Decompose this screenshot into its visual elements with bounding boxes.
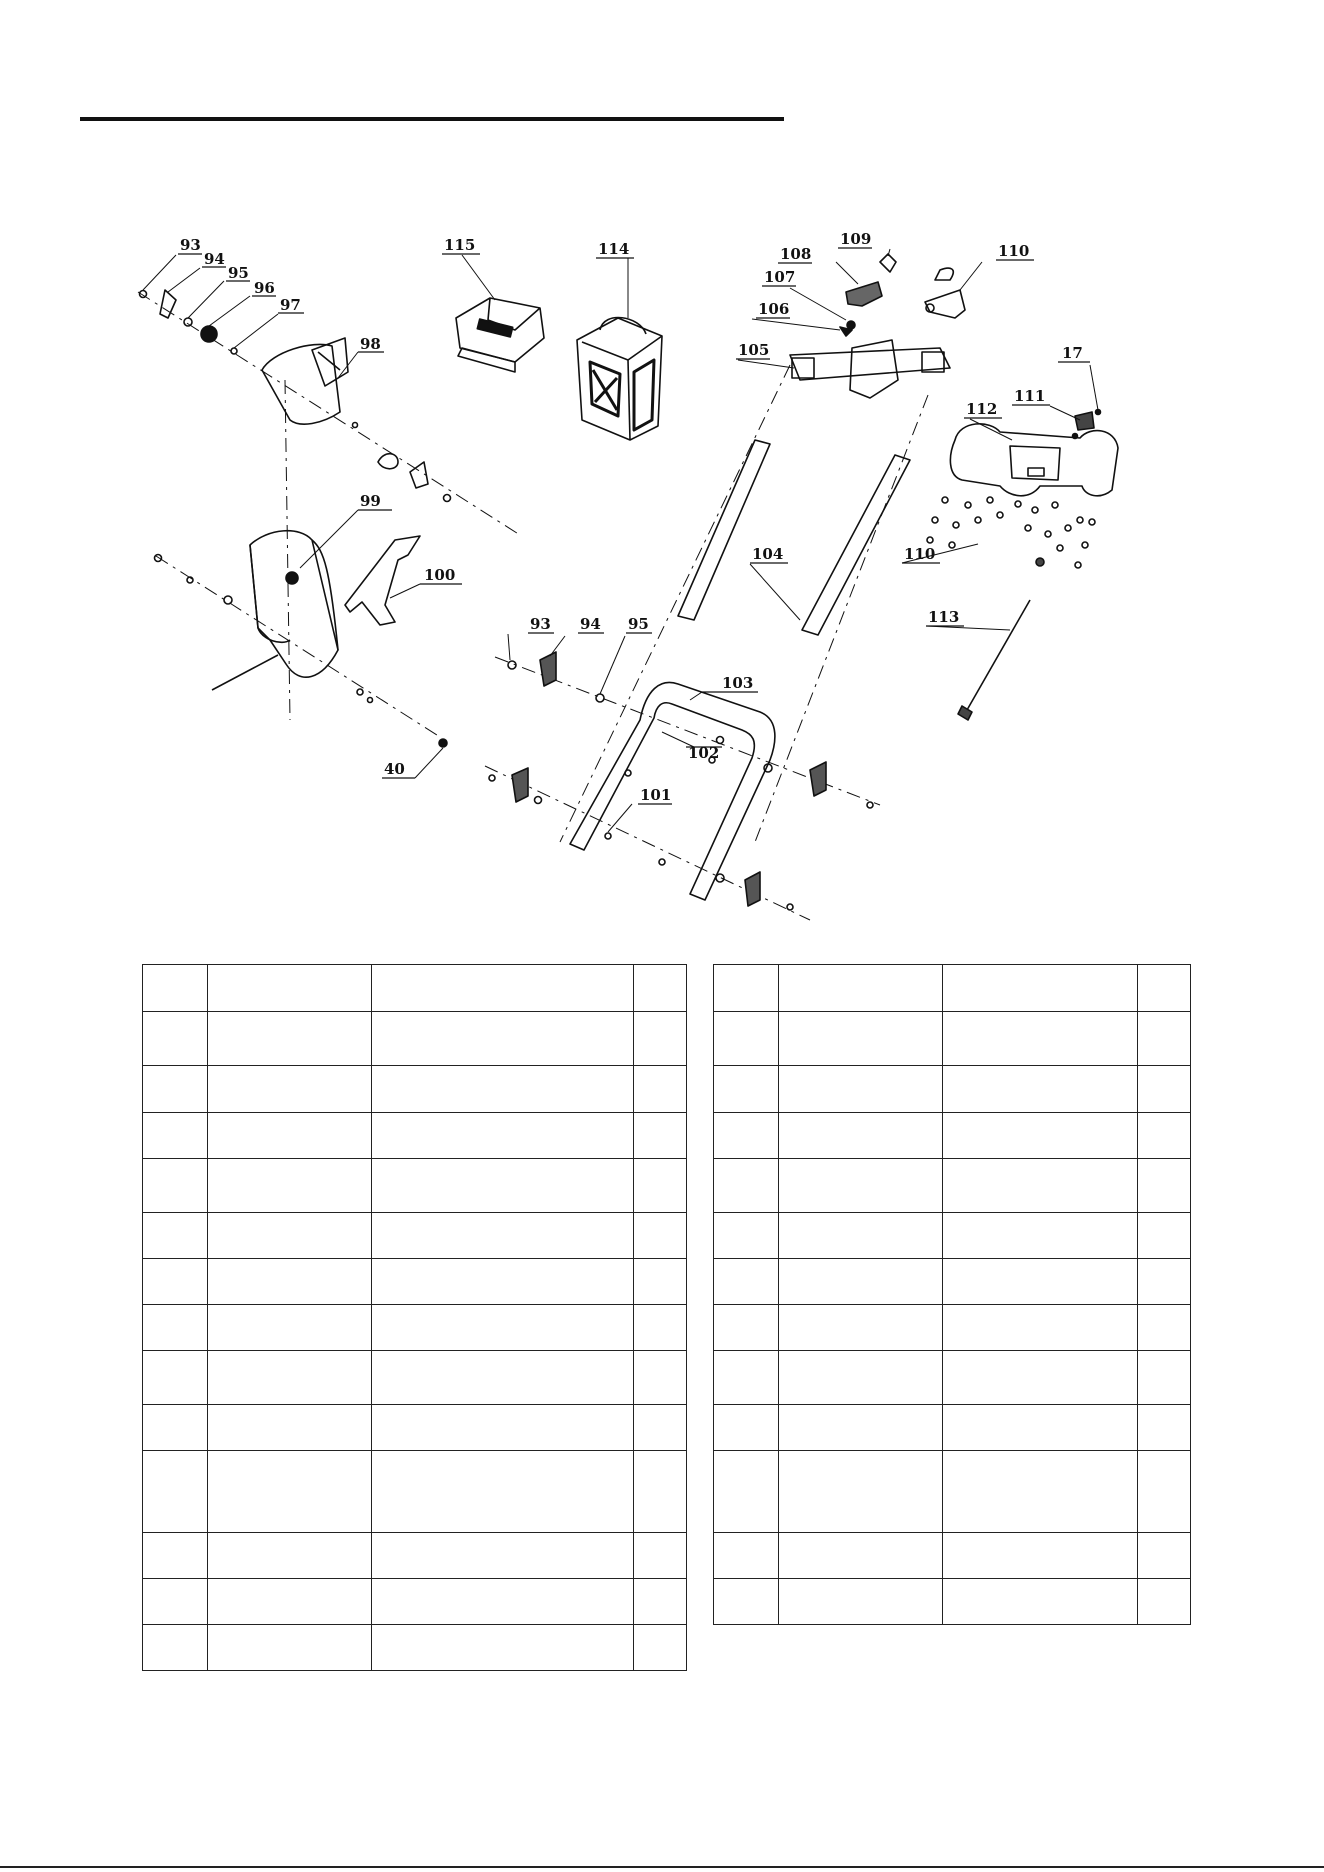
- part-code-cell: [208, 1533, 372, 1579]
- callout-17: 17: [1062, 344, 1083, 362]
- part-desc-cell: [943, 1405, 1138, 1451]
- part-no-cell: [143, 1405, 208, 1451]
- part-code-cell: [208, 1066, 372, 1113]
- part-no-cell: [143, 1213, 208, 1259]
- chute-deflector: [140, 290, 451, 502]
- part-code-cell: [208, 1159, 372, 1213]
- parts-row-left: [143, 1066, 687, 1113]
- part-no-cell: [143, 1533, 208, 1579]
- power-cable: [958, 600, 1030, 720]
- callout-96: 96: [254, 279, 275, 297]
- part-qty-cell: [1138, 1405, 1191, 1451]
- washer-97: [231, 348, 237, 354]
- parts-row-left: [143, 1259, 687, 1305]
- parts-row-left: [143, 1351, 687, 1405]
- axle-line-upper-left: [138, 292, 520, 535]
- part-desc-cell: [943, 1351, 1138, 1405]
- callout-98: 98: [360, 335, 381, 353]
- part-no-cell: [714, 1113, 779, 1159]
- part-no-cell: [714, 1451, 779, 1533]
- bracket-100: [345, 536, 420, 625]
- part-no-cell: [714, 1159, 779, 1213]
- part-code-cell: [779, 1113, 943, 1159]
- part-code-cell: [779, 1259, 943, 1305]
- leader-lines: [143, 249, 1098, 832]
- callout-113: 113: [928, 608, 960, 626]
- handle-top-assembly: [790, 254, 965, 398]
- part-qty-cell: [1138, 1012, 1191, 1066]
- callout-111: 111: [1014, 387, 1046, 405]
- part-qty-cell: [634, 965, 687, 1012]
- nut-40: [439, 739, 447, 747]
- part-qty-cell: [634, 1579, 687, 1625]
- callout-106: 106: [758, 300, 790, 318]
- callout-115: 115: [444, 236, 476, 254]
- part-no-cell: [143, 1066, 208, 1113]
- part-no-cell: [143, 1451, 208, 1533]
- part-no-cell: [714, 1213, 779, 1259]
- part-desc-cell: [372, 1259, 634, 1305]
- part-desc-cell: [372, 965, 634, 1012]
- part-desc-cell: [943, 1579, 1138, 1625]
- parts-row-left: [143, 1113, 687, 1159]
- part-qty-cell: [634, 1451, 687, 1533]
- part-qty-cell: [1138, 1533, 1191, 1579]
- callout-105: 105: [738, 341, 770, 359]
- part-desc-cell: [372, 1213, 634, 1259]
- parts-row-right: [714, 1259, 1191, 1305]
- callout-100: 100: [424, 566, 456, 584]
- part-code-cell: [208, 1451, 372, 1533]
- part-no-cell: [143, 1625, 208, 1671]
- part-code-cell: [208, 1579, 372, 1625]
- part-code-cell: [208, 1351, 372, 1405]
- part-code-cell: [779, 1012, 943, 1066]
- axle-line-lower-left: [156, 556, 440, 737]
- lower-handle: [570, 683, 775, 901]
- battery-charger: [456, 298, 544, 372]
- parts-row-left: [143, 1159, 687, 1213]
- callout-93: 93: [180, 236, 201, 254]
- part-desc-cell: [372, 1012, 634, 1066]
- part-qty-cell: [1138, 1159, 1191, 1213]
- part-desc-cell: [943, 965, 1138, 1012]
- parts-row-left: [143, 1405, 687, 1451]
- part-code-cell: [779, 1351, 943, 1405]
- callout-108: 108: [780, 245, 812, 263]
- callout-40: 40: [384, 760, 405, 778]
- part-no-cell: [143, 1259, 208, 1305]
- part-code-cell: [779, 1405, 943, 1451]
- part-desc-cell: [372, 1533, 634, 1579]
- part-no-cell: [714, 1012, 779, 1066]
- part-desc-cell: [943, 1159, 1138, 1213]
- parts-row-right: [714, 1405, 1191, 1451]
- part-qty-cell: [634, 1625, 687, 1671]
- callout-97: 97: [280, 296, 301, 314]
- part-code-cell: [208, 965, 372, 1012]
- part-qty-cell: [1138, 1579, 1191, 1625]
- parts-row-left: [143, 1213, 687, 1259]
- part-code-cell: [779, 965, 943, 1012]
- parts-row-left: [143, 1533, 687, 1579]
- exploded-parts-diagram: [0, 0, 1324, 930]
- part-qty-cell: [634, 1259, 687, 1305]
- part-code-cell: [208, 1012, 372, 1066]
- part-desc-cell: [943, 1451, 1138, 1533]
- part-desc-cell: [372, 1159, 634, 1213]
- part-desc-cell: [372, 1305, 634, 1351]
- part-desc-cell: [372, 1625, 634, 1671]
- part-no-cell: [714, 1405, 779, 1451]
- part-code-cell: [779, 1579, 943, 1625]
- washer-95: [184, 318, 192, 326]
- part-qty-cell: [634, 1405, 687, 1451]
- part-no-cell: [143, 1012, 208, 1066]
- part-qty-cell: [634, 1066, 687, 1113]
- part-desc-cell: [372, 1113, 634, 1159]
- part-qty-cell: [1138, 1113, 1191, 1159]
- part-qty-cell: [1138, 1351, 1191, 1405]
- callout-103: 103: [722, 674, 754, 692]
- parts-row-right: [714, 1451, 1191, 1533]
- part-no-cell: [143, 1351, 208, 1405]
- part-code-cell: [208, 1305, 372, 1351]
- part-desc-cell: [943, 1213, 1138, 1259]
- part-qty-cell: [1138, 1213, 1191, 1259]
- callout-104: 104: [752, 545, 784, 563]
- part-no-cell: [714, 965, 779, 1012]
- callout-101: 101: [640, 786, 672, 804]
- part-code-cell: [208, 1625, 372, 1671]
- part-qty-cell: [1138, 1066, 1191, 1113]
- part-desc-cell: [943, 1533, 1138, 1579]
- part-desc-cell: [372, 1579, 634, 1625]
- part-qty-cell: [1138, 1259, 1191, 1305]
- handle-knobs: [489, 652, 873, 910]
- part-qty-cell: [634, 1012, 687, 1066]
- part-no-cell: [714, 1305, 779, 1351]
- callout-94-lower: 94: [580, 615, 601, 633]
- parts-row-right: [714, 1533, 1191, 1579]
- callout-94: 94: [204, 250, 225, 268]
- parts-row-right: [714, 1351, 1191, 1405]
- part-qty-cell: [634, 1113, 687, 1159]
- parts-row-left: [143, 965, 687, 1012]
- parts-row-right: [714, 1066, 1191, 1113]
- part-code-cell: [779, 1213, 943, 1259]
- part-qty-cell: [634, 1159, 687, 1213]
- part-qty-cell: [634, 1305, 687, 1351]
- part-no-cell: [714, 1351, 779, 1405]
- part-qty-cell: [1138, 1305, 1191, 1351]
- part-desc-cell: [372, 1066, 634, 1113]
- parts-row-right: [714, 1113, 1191, 1159]
- part-qty-cell: [1138, 1451, 1191, 1533]
- chute-99: [250, 531, 338, 677]
- callout-109: 109: [840, 230, 872, 248]
- parts-row-right: [714, 1159, 1191, 1213]
- part-desc-cell: [372, 1405, 634, 1451]
- part-code-cell: [779, 1305, 943, 1351]
- callout-107: 107: [764, 268, 796, 286]
- part-no-cell: [714, 1579, 779, 1625]
- part-code-cell: [779, 1066, 943, 1113]
- chute-body: [155, 531, 448, 747]
- part-qty-cell: [1138, 965, 1191, 1012]
- part-code-cell: [779, 1451, 943, 1533]
- part-no-cell: [143, 965, 208, 1012]
- part-code-cell: [208, 1405, 372, 1451]
- part-no-cell: [143, 1579, 208, 1625]
- battery-pack: [577, 318, 662, 440]
- callout-110-lower: 110: [904, 545, 936, 563]
- seal-96: [201, 326, 217, 342]
- control-panel-cover: [950, 410, 1118, 496]
- part-code-cell: [779, 1159, 943, 1213]
- part-no-cell: [143, 1159, 208, 1213]
- parts-row-right: [714, 1213, 1191, 1259]
- parts-row-right: [714, 1579, 1191, 1625]
- callout-95: 95: [228, 264, 249, 282]
- part-no-cell: [714, 1533, 779, 1579]
- part-desc-cell: [943, 1066, 1138, 1113]
- part-code-cell: [779, 1533, 943, 1579]
- parts-row-left: [143, 1012, 687, 1066]
- part-desc-cell: [372, 1451, 634, 1533]
- part-code-cell: [208, 1113, 372, 1159]
- part-desc-cell: [943, 1012, 1138, 1066]
- parts-row-right: [714, 965, 1191, 1012]
- part-desc-cell: [943, 1305, 1138, 1351]
- tube-line-right: [755, 395, 928, 842]
- screw-set: [927, 497, 1095, 568]
- part-desc-cell: [943, 1259, 1138, 1305]
- parts-table-left: [142, 964, 687, 1671]
- callout-110-top: 110: [998, 242, 1030, 260]
- parts-row-left: [143, 1625, 687, 1671]
- callout-93-lower: 93: [530, 615, 551, 633]
- part-desc-cell: [372, 1351, 634, 1405]
- callout-102: 102: [688, 744, 720, 762]
- callout-99: 99: [360, 492, 381, 510]
- callout-95-lower: 95: [628, 615, 649, 633]
- part-qty-cell: [634, 1351, 687, 1405]
- parts-row-right: [714, 1305, 1191, 1351]
- part-no-cell: [143, 1305, 208, 1351]
- part-qty-cell: [634, 1213, 687, 1259]
- tube-line-left: [560, 365, 790, 842]
- part-no-cell: [714, 1259, 779, 1305]
- footer-rule: [0, 1866, 1324, 1868]
- handle-tubes: [678, 440, 910, 635]
- parts-row-left: [143, 1579, 687, 1625]
- parts-row-right: [714, 1012, 1191, 1066]
- part-desc-cell: [943, 1113, 1138, 1159]
- callout-114: 114: [598, 240, 630, 258]
- part-code-cell: [208, 1259, 372, 1305]
- callout-112: 112: [966, 400, 998, 418]
- part-no-cell: [714, 1066, 779, 1113]
- knob-94: [160, 290, 176, 318]
- parts-table-right: [713, 964, 1191, 1625]
- part-code-cell: [208, 1213, 372, 1259]
- parts-row-left: [143, 1305, 687, 1351]
- part-no-cell: [143, 1113, 208, 1159]
- parts-row-left: [143, 1451, 687, 1533]
- part-qty-cell: [634, 1533, 687, 1579]
